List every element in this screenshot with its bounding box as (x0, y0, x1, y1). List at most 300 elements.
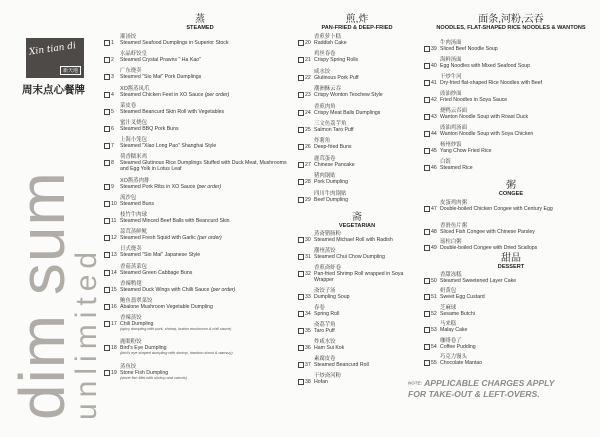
item-name-en (314, 92, 416, 98)
item-name-en (314, 362, 416, 368)
item-name-en-text: Salmon Taro Puff (314, 127, 354, 133)
item-name-en (440, 327, 598, 333)
per-order-tag: (per order) (210, 286, 236, 293)
section-title-cn: 煎,炸 (345, 14, 369, 25)
item-name-en-text: Malay Cake (440, 327, 468, 334)
item-name-en (314, 162, 416, 168)
menu-item (104, 103, 296, 115)
item-name-en (440, 63, 598, 69)
item-name-en (120, 74, 296, 80)
per-order-tag: (per order) (204, 91, 230, 98)
item-name-en-text: Sesame Butchi (440, 310, 475, 317)
item-number: 40 (431, 63, 437, 69)
item-name-en (314, 127, 416, 133)
item-name-en (440, 229, 598, 235)
item-number: 26 (305, 144, 311, 151)
item-number: 44 (431, 131, 437, 137)
item-name-cn: 斋饺子汤 (314, 288, 336, 294)
item-name-en (440, 114, 598, 120)
item-number: 43 (431, 114, 437, 120)
menu-item (104, 137, 296, 149)
section-header-dessert (424, 253, 598, 271)
note-line-2: FOR TAKE-OUT & LEFT-OVERS. (408, 388, 540, 399)
item-number: 3 (111, 74, 114, 81)
item-number: 52 (431, 310, 437, 317)
menu-item (424, 159, 598, 171)
item-name-cn: 潮洲酥云吞 (314, 86, 341, 93)
item-row (424, 245, 598, 251)
item-name-cn: 蒜茸蒸鲜鱿 (120, 229, 147, 236)
item-number: 1 (111, 40, 114, 46)
item-name-en-text: Steamed Buns (120, 200, 155, 207)
item-row (104, 143, 296, 149)
item-number: 29 (305, 196, 311, 203)
menu-item (298, 231, 416, 243)
item-name-en (120, 201, 296, 207)
item-name-en-text: Abalone Mushroom Vegetable Dumpling (120, 304, 213, 310)
menu-item (298, 373, 416, 385)
item-row (298, 144, 416, 150)
logo-cn-label: 新天地 (60, 66, 81, 75)
item-name-en-text: Steamed Minced Beef Balls with Beancurd Skin (120, 218, 230, 224)
menu-item (298, 121, 416, 133)
item-name-cn: 蒸鱼饺 (120, 363, 137, 370)
item-row (104, 252, 296, 258)
item-name-en (314, 40, 416, 46)
item-name-cn: 芝麻球 (440, 304, 457, 311)
item-row (424, 327, 598, 333)
logo (26, 38, 84, 78)
menu-item (298, 322, 416, 334)
item-number: 7 (111, 143, 114, 150)
item-row (298, 92, 416, 98)
vertical-subtitle: unlimited (70, 245, 103, 420)
item-name-en (314, 254, 416, 260)
item-row (298, 271, 416, 283)
item-name-en-text: Hofan (314, 379, 328, 385)
menu-item (424, 305, 598, 317)
note-label: NOTE: (408, 380, 422, 386)
item-name-en (440, 131, 598, 137)
menu-item (424, 125, 598, 137)
item-name-cn: 流沙包 (120, 194, 137, 201)
per-order-tag: (per order) (197, 235, 222, 242)
item-name-cn: 干炒牛河 (440, 74, 462, 80)
menu-item (424, 57, 598, 69)
menu-item (424, 354, 598, 366)
item-name-en-text: Steamed Fresh Squid with Garlic (120, 235, 196, 242)
item-name-en-text: Glutinous Pork Puff (314, 74, 359, 81)
item-number: 22 (305, 74, 311, 81)
item-row (104, 304, 296, 310)
item-number: 49 (431, 245, 437, 251)
item-name-en (440, 278, 598, 284)
item-number: 39 (431, 46, 437, 52)
item-number: 14 (111, 269, 117, 276)
item-name-cn: 香滑鱼片粥 (440, 222, 467, 229)
item-row (298, 57, 416, 63)
menu-item (104, 298, 296, 310)
item-number: 55 (431, 360, 437, 366)
item-name-en (120, 40, 296, 46)
item-name-en-text: Chili Dumpling (120, 321, 154, 328)
menu-item (298, 104, 416, 116)
item-name-en (440, 97, 598, 103)
item-name-en (314, 179, 416, 185)
section-title-en: DESSERT (497, 264, 525, 270)
item-row (298, 197, 416, 203)
menu-item (424, 40, 598, 52)
item-name-en-text: Double-boiled Chicken Congee with Century Egg (440, 206, 553, 212)
item-number: 11 (111, 218, 117, 224)
item-name-cn: 皮蛋鸡肉粥 (440, 200, 467, 206)
item-name-cn: 鸡丝春卷 (314, 51, 336, 58)
item-name-en (120, 92, 296, 98)
item-number: 24 (305, 109, 311, 116)
item-row (424, 46, 598, 52)
charges-note (408, 378, 600, 399)
item-number: 15 (111, 286, 117, 293)
item-number: 34 (305, 311, 311, 317)
item-name-en-text: Steamed Sweetened Layer Cake (440, 278, 517, 284)
item-name-en-text: Fried Noodles in Soya Sauce (440, 97, 508, 103)
item-row (424, 229, 598, 235)
item-name-en (314, 294, 416, 300)
item-name-en-text: Bird's Eye Dumpling (120, 345, 167, 352)
item-number: 38 (305, 379, 311, 385)
item-name-cn: 奶黄包 (440, 288, 457, 295)
item-name-en (120, 252, 296, 258)
item-row (104, 57, 296, 63)
item-name-cn: 鹿眼粉饺 (120, 339, 142, 346)
item-name-en (440, 80, 598, 86)
item-name-en-text: Steamed Chui Chow Dumpling (314, 254, 385, 260)
item-name-en (120, 109, 296, 115)
item-number: 41 (431, 80, 437, 86)
item-name-en (120, 270, 296, 276)
item-name-en (120, 370, 296, 376)
item-name-en-text: Chocolate Mantao (440, 360, 483, 366)
menu-item (104, 195, 296, 207)
item-row (298, 110, 416, 116)
item-number: 20 (305, 40, 311, 46)
menu-item (104, 212, 296, 224)
item-name-en (440, 148, 598, 154)
item-name-en-text: Pan-fried Shrimp Roll wrapped in Soya Wrapper (314, 271, 404, 283)
item-name-en (120, 57, 296, 63)
menu-item (424, 200, 598, 212)
item-name-cn: 炸薯角 (314, 138, 331, 145)
menu-item (104, 68, 296, 80)
item-name-cn: 灌汤饺 (120, 34, 137, 40)
menu-item (104, 246, 296, 258)
item-description: (bird's eye shaped dumpling with shrimp, bamboo shoot & wansuy) (120, 351, 233, 356)
item-row (424, 97, 598, 103)
item-row (104, 160, 296, 172)
item-row (424, 294, 598, 300)
item-row (104, 109, 296, 115)
item-number: 53 (431, 327, 437, 334)
item-name-en (440, 206, 598, 212)
menu-item (298, 288, 416, 300)
menu-item (298, 69, 416, 81)
item-number: 2 (111, 57, 114, 64)
item-name-en-text: Steamed Glutinous Rice Dumplings Stuffed with Duck Meat, Mushrooms and Egg Yolk in Lotus Leaf (120, 160, 287, 173)
item-number: 21 (305, 57, 311, 64)
item-name-cn: 牛肉汤面 (440, 40, 462, 46)
item-name-en (314, 144, 416, 150)
item-name-en-text: Steamed Rice (440, 165, 473, 171)
menu-item (298, 248, 416, 260)
item-number: 16 (111, 304, 117, 310)
item-number: 33 (305, 294, 311, 300)
item-name-cn: 春卷 (314, 305, 325, 311)
item-name-cn: 香煎萝卜糕 (314, 34, 341, 40)
item-name-cn: 枝竹牛肉球 (120, 212, 147, 218)
item-name-en (120, 218, 296, 224)
item-number: 18 (111, 345, 117, 352)
item-row (104, 287, 296, 293)
item-name-en-text: Crispy Meat Balls Dumplings (314, 109, 381, 116)
menu-item (104, 86, 296, 98)
item-name-cn: 巧克力馒头 (440, 354, 467, 360)
item-name-en (440, 245, 598, 251)
section-title-en: CONGEE (498, 191, 524, 197)
item-name-cn: 咸水饺 (314, 68, 331, 75)
item-number: 6 (111, 126, 114, 132)
item-name-cn: XO酱蒸凤爪 (120, 85, 150, 92)
item-number: 23 (305, 92, 311, 99)
item-name-en (120, 160, 296, 172)
item-name-cn: 烧鸭云吞面 (440, 108, 467, 114)
section-title-cn: 蒸 (195, 14, 205, 25)
item-row (298, 127, 416, 133)
item-name-en-text: Steamed Michael Roll with Radish (314, 237, 393, 243)
item-name-cn: 豉油鸡汤面 (440, 125, 467, 131)
item-name-en (120, 287, 296, 293)
item-name-en-text: Steamed Beancurd Skin Roll with Vegetables (120, 108, 225, 115)
item-name-en-text: Ham Sui Kok (314, 345, 345, 351)
item-name-cn: 广东烧卖 (120, 68, 142, 75)
item-name-cn: 潮州蒸饺 (314, 248, 336, 254)
item-row (424, 148, 598, 154)
item-name-en (440, 46, 598, 52)
section-header-vegetarian (298, 212, 416, 230)
item-number: 51 (431, 294, 437, 301)
section-title-en: STEAMED (186, 25, 214, 31)
item-row (298, 237, 416, 243)
menu-item (298, 305, 416, 317)
item-name-en-text: Deep-fried Buns (314, 144, 352, 151)
item-row (298, 75, 416, 81)
menu-item (424, 91, 598, 103)
item-number: 12 (111, 235, 117, 242)
item-row (104, 126, 296, 132)
item-name-cn: 日式烧卖 (120, 246, 142, 253)
item-row (424, 360, 598, 366)
menu-item (298, 86, 416, 98)
item-number: 46 (431, 165, 437, 171)
item-row (424, 311, 598, 317)
item-name-en-text: Crispy Spring Rolls (314, 57, 359, 64)
item-name-en-text: Raddish Cake (314, 40, 347, 46)
item-name-en (120, 304, 296, 310)
item-row (298, 179, 416, 185)
menu-item (298, 51, 416, 63)
item-name-en (314, 311, 416, 317)
item-name-cn: 蜜汁叉烧包 (120, 120, 147, 126)
menu-item (298, 138, 416, 150)
item-name-en-text: Double-boiled Congee with Dried Scallops (440, 245, 538, 251)
menu-item (298, 173, 416, 185)
menu-item (104, 120, 296, 132)
item-name-en-text: Steamed BBQ Pork Buns (120, 126, 179, 132)
menu-item (104, 178, 296, 190)
item-name-en (440, 165, 598, 171)
item-name-en-text: Steamed Green Cabbage Buns (120, 269, 193, 276)
item-name-en (120, 126, 296, 132)
item-name-cn: 斋荔芋角 (314, 322, 336, 328)
item-name-cn: 马来糕 (440, 321, 457, 328)
item-name-en (314, 345, 416, 351)
brand-name-cn: 周末点心餐牌 (22, 84, 85, 96)
item-name-cn: 素腐皮卷 (314, 356, 336, 362)
item-row (298, 328, 416, 334)
item-number: 13 (111, 252, 117, 259)
item-name-en-text: Yang Chow Fried Rice (440, 148, 492, 154)
item-name-cn: 菜皮卷 (120, 102, 137, 109)
item-row (298, 254, 416, 260)
item-number: 37 (305, 362, 311, 368)
item-name-cn: 水晶虾饺皇 (120, 51, 147, 58)
section-title-cn: 甜品 (501, 253, 521, 264)
item-name-en-text: Steamed "Sio Mai" Pork Dumplings (120, 74, 202, 81)
item-name-en-text: Steamed Crystal Prawns " Ha Kao" (120, 57, 201, 64)
item-number: 36 (305, 345, 311, 351)
menu-item (298, 356, 416, 368)
item-name-en-text: Crispy Wonton Teochew Style (314, 92, 383, 99)
item-name-en-text: Spring Roll (314, 311, 340, 317)
item-description: (stone fish fillet with shrimp and carrots) (120, 375, 187, 380)
item-name-en (440, 294, 598, 300)
item-name-en-text: Steamed Beancurd Roll (314, 362, 369, 368)
item-number: 50 (431, 278, 437, 284)
item-row (104, 201, 296, 207)
menu-item (104, 315, 296, 332)
item-row (424, 206, 598, 212)
item-name-en (440, 311, 598, 317)
item-number: 27 (305, 161, 311, 168)
section-header-noodles (424, 14, 598, 32)
item-name-en-text: Steamed Duck Wings with Chilli Sauce (120, 286, 210, 293)
item-row (104, 40, 296, 46)
menu-item (424, 74, 598, 86)
item-name-en (314, 271, 416, 283)
item-name-en-text: Wanton Noodle Soup with Roast Duck (440, 114, 529, 120)
item-number: 10 (111, 200, 117, 207)
menu-item (104, 51, 296, 63)
menu-item (104, 339, 296, 356)
section-header-steamed (104, 14, 296, 32)
item-name-en-text: Steamed Chicken Feet in XO Sauce (120, 91, 204, 98)
menu-item (104, 229, 296, 241)
item-name-cn: 香辣鸭翅 (120, 280, 142, 287)
item-row (104, 270, 296, 276)
item-name-cn: 四川牛肉锅贴 (314, 190, 347, 197)
item-name-cn: 上海小笼包 (120, 137, 147, 144)
section-header-congee (424, 180, 598, 198)
item-name-en-text: Sliced Fish Congee with Chinese Parsley (440, 228, 535, 235)
item-name-en (314, 379, 416, 385)
menu-item (424, 239, 598, 251)
item-name-cn: 鹿茸蛋卷 (314, 155, 336, 162)
item-name-en (120, 235, 296, 241)
item-name-en-text: Steamed Seafood Dumplings in Superior Stock (120, 40, 229, 46)
item-name-cn: 炸咸水饺 (314, 339, 336, 345)
item-name-cn: 蒸斋猪肠粉 (314, 231, 341, 237)
item-row (298, 345, 416, 351)
menu-item (298, 191, 416, 203)
item-row (424, 165, 598, 171)
section-title-en: VEGETARIAN (338, 223, 376, 229)
item-name-en-text: Dumpling Soup (314, 294, 350, 300)
brand-panel (0, 0, 108, 437)
item-number: 25 (305, 127, 311, 133)
item-name-cn: 白饭 (440, 159, 451, 165)
item-row (424, 114, 598, 120)
menu-item (424, 108, 598, 120)
item-name-en (314, 237, 416, 243)
item-number: 35 (305, 328, 311, 334)
menu-item (424, 338, 598, 350)
item-name-cn: 海鲜汤面 (440, 57, 462, 63)
menu-item (424, 321, 598, 333)
item-row (104, 235, 296, 241)
item-name-en-text: Pork Dumpling (314, 179, 349, 186)
item-name-cn: 荷香糯米鸡 (120, 154, 147, 161)
item-name-en (440, 360, 598, 366)
item-name-en (314, 110, 416, 116)
item-name-en-text: Stone Fish Dumpling (120, 369, 169, 376)
menu-item (298, 34, 416, 46)
item-name-cn: 干炒斋河粉 (314, 373, 341, 379)
menu-item (424, 272, 598, 284)
item-name-cn: 杨州炒饭 (440, 142, 462, 148)
item-name-en-text: Sliced Beef Noodle Soup (440, 46, 498, 52)
item-name-cn: 豉油炒面 (440, 91, 462, 97)
item-number: 8 (111, 160, 114, 167)
item-name-en-text: Taro Puff (314, 328, 335, 334)
item-name-en (314, 328, 416, 334)
section-title-en: PAN-FRIED & DEEP-FRIED (321, 25, 393, 31)
item-name-en (440, 344, 598, 350)
item-number: 54 (431, 343, 437, 350)
menu-item (104, 281, 296, 293)
item-number: 31 (305, 254, 311, 260)
item-number: 9 (111, 183, 114, 190)
item-name-en-text: Steamed "Xiao Long Pao" Shanghai Style (120, 143, 217, 150)
menu-item (424, 223, 598, 235)
note-line-1: APPLICABLE CHARGES APPLY (424, 378, 555, 388)
item-row (424, 278, 598, 284)
item-row (424, 131, 598, 137)
vertical-title: dim sum (6, 171, 78, 420)
menu-item (104, 34, 296, 46)
item-name-en-text: Chinese Pancake (314, 161, 355, 168)
item-name-en-text: Steamed Pork Ribs in XO Sauce (120, 183, 196, 190)
item-number: 19 (111, 369, 117, 376)
item-name-en (120, 143, 296, 149)
